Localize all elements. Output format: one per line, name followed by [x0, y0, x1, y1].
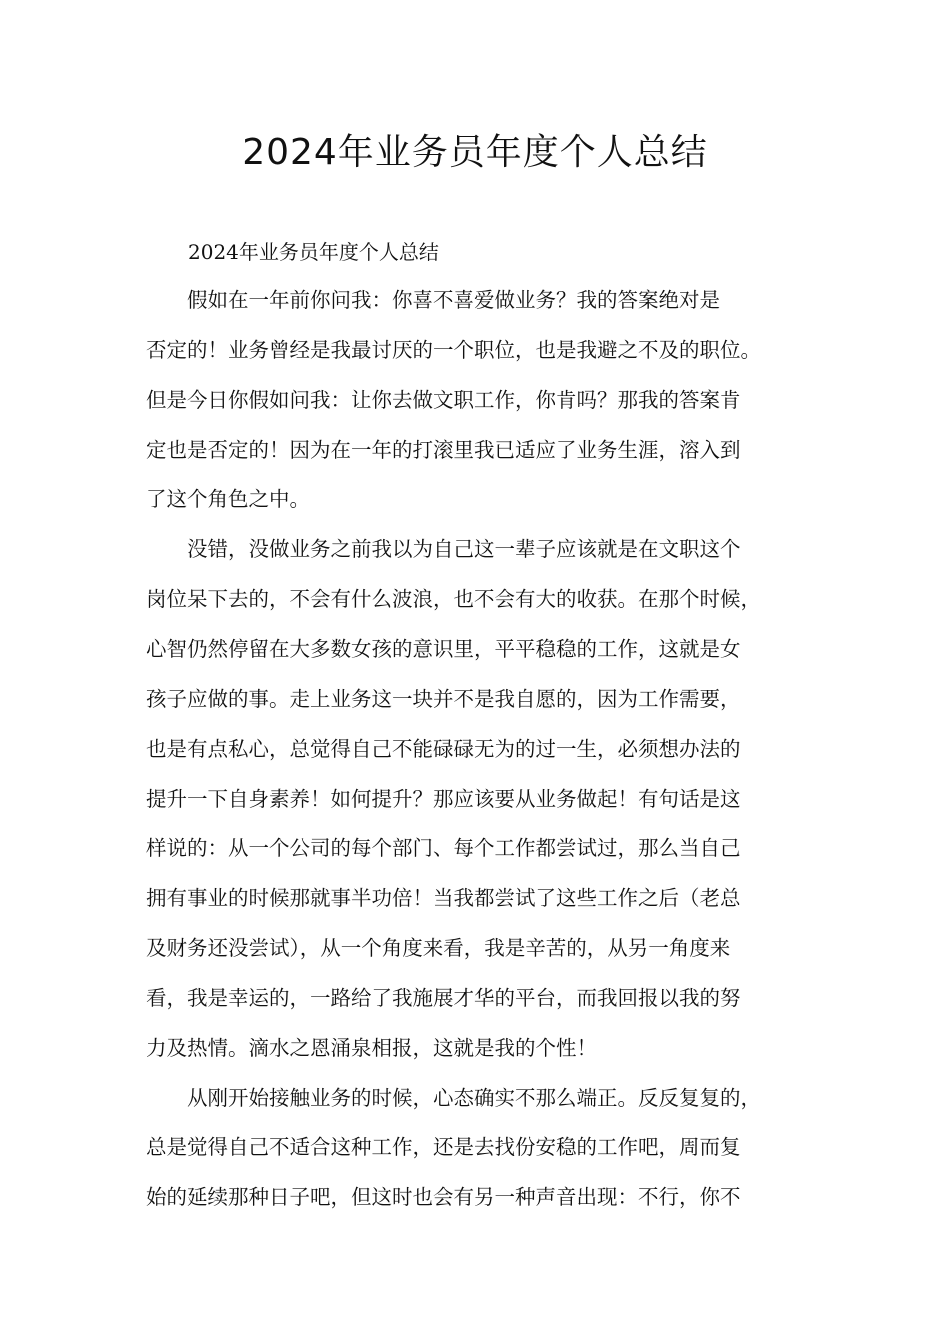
paragraph-2-line-5: 也是有点私心，总觉得自己不能碌碌无为的过一生，必须想办法的: [146, 737, 741, 761]
paragraph-1-line-3: 但是今日你假如问我：让你去做文职工作，你肯吗？那我的答案肯: [146, 388, 741, 412]
paragraph-3-line-3: 始的延续那种日子吧，但这时也会有另一种声音出现：不行，你不: [146, 1185, 741, 1209]
paragraph-1-line-5: 了这个角色之中。: [146, 487, 310, 511]
document-title: 2024年业务员年度个人总结: [242, 132, 708, 173]
paragraph-2-line-2: 岗位呆下去的，不会有什么波浪，也不会有大的收获。在那个时候，: [146, 587, 761, 611]
paragraph-2-line-8: 拥有事业的时候那就事半功倍！当我都尝试了这些工作之后（老总: [146, 886, 741, 910]
paragraph-1-line-4: 定也是否定的！因为在一年的打滚里我已适应了业务生涯，溶入到: [146, 438, 741, 462]
paragraph-2-line-7: 样说的：从一个公司的每个部门、每个工作都尝试过，那么当自己: [146, 836, 741, 860]
paragraph-2-line-3: 心智仍然停留在大多数女孩的意识里，平平稳稳的工作，这就是女: [146, 637, 741, 661]
paragraph-2-line-1: 没错，没做业务之前我以为自己这一辈子应该就是在文职这个: [146, 537, 741, 561]
paragraph-3-line-2: 总是觉得自己不适合这种工作，还是去找份安稳的工作吧，周而复: [146, 1135, 741, 1159]
paragraph-2-line-10: 看，我是幸运的，一路给了我施展才华的平台，而我回报以我的努: [146, 986, 741, 1010]
paragraph-2-line-4: 孩子应做的事。走上业务这一块并不是我自愿的，因为工作需要，: [146, 687, 741, 711]
paragraph-1-line-1: 假如在一年前你问我：你喜不喜爱做业务？我的答案绝对是: [146, 288, 720, 312]
paragraph-2-line-9: 及财务还没尝试），从一个角度来看，我是辛苦的，从另一角度来: [146, 936, 731, 960]
paragraph-1-line-2: 否定的！业务曾经是我最讨厌的一个职位，也是我避之不及的职位。: [146, 338, 761, 362]
paragraph-2-line-6: 提升一下自身素养！如何提升？那应该要从业务做起！有句话是这: [146, 787, 741, 811]
paragraph-3-line-1: 从刚开始接触业务的时候，心态确实不那么端正。反反复复的，: [146, 1086, 761, 1110]
document-subtitle: 2024年业务员年度个人总结: [188, 240, 439, 264]
paragraph-2-line-11: 力及热情。滴水之恩涌泉相报，这就是我的个性！: [146, 1036, 597, 1060]
